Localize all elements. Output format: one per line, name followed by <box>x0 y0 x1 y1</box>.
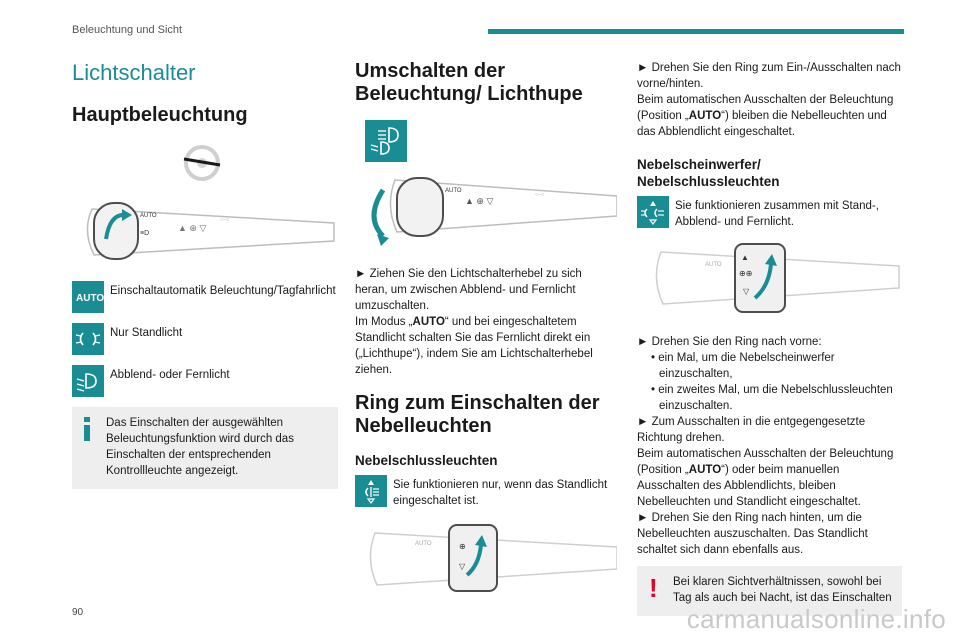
svg-text:AUTO: AUTO <box>415 541 432 547</box>
list-item-dipped-beam <box>72 365 338 397</box>
paragraph-switch-off: ► Zum Ausschalten in die entgegengesetzte Richtung drehen. <box>637 416 866 444</box>
section-title: Lichtschalter <box>72 60 196 85</box>
rear-fog-text: Sie funktionieren nur, wenn das Standlicht eingeschaltet ist. <box>393 479 608 507</box>
svg-text:▲ ⊕ ▽: ▲ ⊕ ▽ <box>178 223 207 233</box>
list-item-text: Einschaltautomatik Beleuchtung/Tagfahrlicht <box>110 285 336 297</box>
svg-text:○-○: ○-○ <box>220 217 230 223</box>
light-stalk-illustration <box>72 191 338 271</box>
fog-ring-drawing <box>355 519 617 599</box>
heading-nebelschlussleuchten: Nebelschlussleuchten <box>355 453 498 468</box>
svg-text:≡D: ≡D <box>140 230 150 237</box>
bullet-item: • ein zweites Mal, um die Nebelschlussleuchten einzuschalten. <box>651 384 893 412</box>
heading-umschalten: Umschalten der Beleuchtung/ Lichthupe <box>355 60 583 105</box>
paragraph-ring-forward: ► Drehen Sie den Ring nach vorne: <box>637 336 822 348</box>
rear-fog-light-icon <box>355 475 387 507</box>
high-beam-icon <box>365 120 407 162</box>
parking-light-icon <box>72 323 104 355</box>
heading-hauptbeleuchtung: Hauptbeleuchtung <box>72 104 248 126</box>
paragraph-umschalten: ► Ziehen Sie den Lichtschalterhebel zu sich heran, um zwischen Abblend- und Fernlicht umzuschalten. <box>355 268 582 312</box>
rear-fog-item <box>355 475 617 509</box>
auto-icon <box>72 281 104 313</box>
dipped-beam-icon <box>72 365 104 397</box>
bullet-item: • ein Mal, um die Nebelscheinwerfer einzuschalten, <box>651 352 835 380</box>
front-fog-item <box>637 196 902 230</box>
warning-icon: ! <box>649 573 658 603</box>
column-2 <box>355 54 617 599</box>
svg-text:○-○: ○-○ <box>535 192 545 198</box>
light-stalk-pull-illustration <box>355 170 617 248</box>
paragraph-auto-off-2: Beim automatischen Ausschalten der Beleuchtung (Position „AUTO“) oder beim manuellen Ausschalten des Abblendlichts, bleiben Nebelleuchten und Standlicht eingeschaltet. <box>637 448 894 508</box>
info-note-text: Das Einschalten der ausgewählten Beleuchtungsfunktion wird durch das Einschalten der entsprechenden Kontrollleuchte angezeigt. <box>106 417 294 477</box>
svg-text:⊕: ⊕ <box>459 542 466 551</box>
svg-text:▽: ▽ <box>743 287 750 296</box>
list-item-parking-light <box>72 323 338 355</box>
watermark: carmanualsonline.info <box>686 604 946 634</box>
column-3 <box>637 54 902 616</box>
svg-text:▲: ▲ <box>741 253 749 262</box>
heading-ring: Ring zum Einschalten der Nebelleuchten <box>355 392 600 437</box>
svg-text:AUTO: AUTO <box>76 293 104 304</box>
running-head: Beleuchtung und Sicht <box>72 24 183 36</box>
list-item-text: Nur Standlicht <box>110 327 183 339</box>
light-stalk-drawing <box>72 191 338 271</box>
front-fog-text: Sie funktionieren zusammen mit Stand-, Abblend- und Fernlicht. <box>675 200 879 228</box>
front-fog-ring-illustration <box>637 240 902 320</box>
svg-text:AUTO: AUTO <box>140 213 157 219</box>
front-fog-light-icon <box>637 196 669 228</box>
heading-nebelscheinwerfer: Nebelscheinwerfer/ Nebelschlussleuchten <box>637 157 780 189</box>
svg-text:AUTO: AUTO <box>705 262 722 268</box>
steering-wheel-illustration <box>72 141 338 185</box>
svg-text:⊕⊕: ⊕⊕ <box>739 269 753 278</box>
svg-text:AUTO: AUTO <box>445 188 462 194</box>
header-accent-bar <box>488 29 904 34</box>
list-item-text: Abblend- oder Fernlicht <box>110 369 230 381</box>
info-note <box>72 407 338 489</box>
column-1 <box>72 54 338 489</box>
paragraph-ring-back: ► Drehen Sie den Ring nach hinten, um die Nebelleuchten auszuschalten. Das Standlicht schaltet sich dann ebenfalls aus. <box>637 512 868 556</box>
paragraph-auto-off: Beim automatischen Ausschalten der Beleuchtung (Position „AUTO“) bleiben die Nebelleuchten und das Abblendlicht eingeschaltet. <box>637 94 894 138</box>
warning-text: Bei klaren Sichtverhältnissen, sowohl bei Tag als auch bei Nacht, ist das Einschalten <box>673 576 892 604</box>
list-item-auto <box>72 281 338 313</box>
paragraph-ring-rotate: ► Drehen Sie den Ring zum Ein-/Ausschalten nach vorne/hinten. <box>637 62 901 90</box>
front-fog-ring-drawing <box>637 240 902 320</box>
fog-ring-illustration <box>355 519 617 599</box>
paragraph-auto-mode: Im Modus „AUTO“ und bei eingeschaltetem Standlicht schalten Sie das Fernlicht direkt ein („Lichthupe“), indem Sie am Lichtschalterhebel ziehen. <box>355 316 593 376</box>
light-stalk-drawing <box>355 170 617 248</box>
page-number: 90 <box>72 607 84 618</box>
svg-text:▲ ⊕ ▽: ▲ ⊕ ▽ <box>465 196 494 206</box>
steering-wheel-icon <box>72 141 338 185</box>
svg-text:▽: ▽ <box>459 562 466 571</box>
info-icon <box>84 417 90 441</box>
